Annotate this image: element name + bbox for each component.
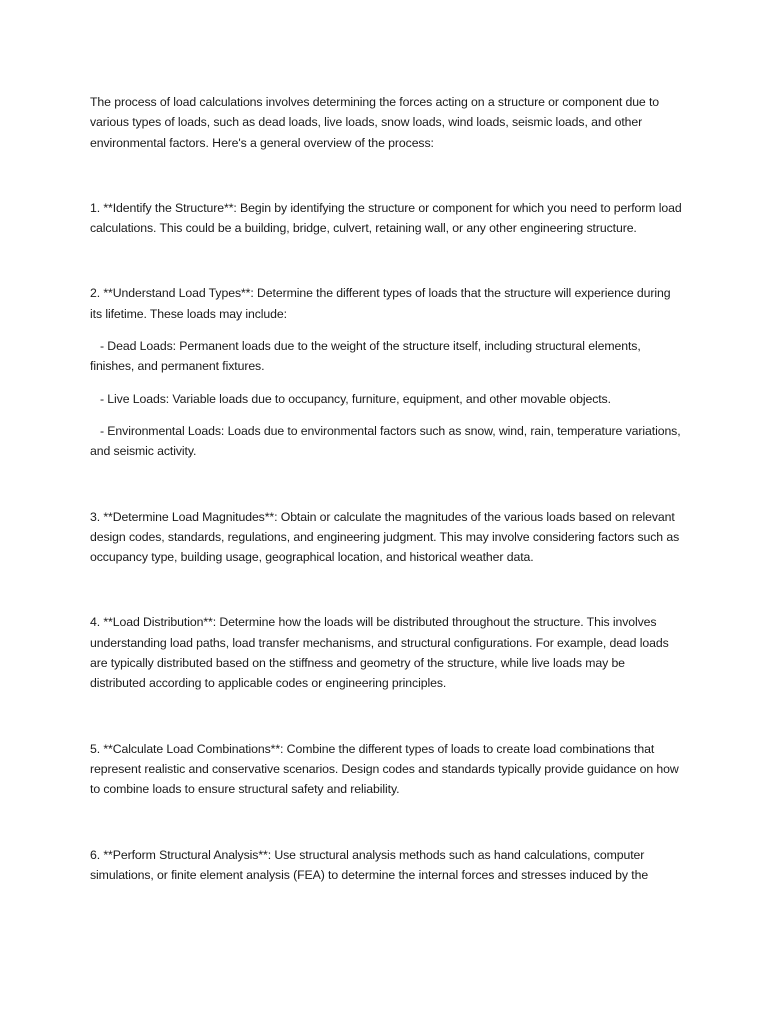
sub-item-dead-loads-text: - Dead Loads: Permanent loads due to the weight of the structure itself, including structural elements, finishes, and permanent fixtures. (90, 339, 641, 374)
step-perform-structural-analysis: 6. **Perform Structural Analysis**: Use structural analysis methods such as hand calculations, computer simulations, or finite element analysis (FEA) to determine the internal forces and stresses induced by the (90, 847, 649, 882)
step-determine-load-magnitudes: 3. **Determine Load Magnitudes**: Obtain or calculate the magnitudes of the various loads based on relevant design codes, standards, regulations, and engineering judgment. This may involve considering factors such as occupancy type, building usage, geographical location, and historical weather data. (90, 509, 680, 565)
sub-item-environmental-loads-text: - Environmental Loads: Loads due to environmental factors such as snow, wind, rain, temperature variations, and seismic activity. (90, 423, 681, 459)
step-load-distribution: 4. **Load Distribution**: Determine how the loads will be distributed throughout the structure. This involves understanding load paths, load transfer mechanisms, and structural configurations. For example, dead loads are typically distributed based on the stiffness and geometry of the structure, while live loads may be distributed according to applicable codes or engineering principles. (90, 615, 669, 691)
sub-item-dead-loads (90, 336, 682, 377)
document-page (90, 92, 682, 885)
step-identify-structure: 1. **Identify the Structure**: Begin by identifying the structure or component for which you need to perform load calculations. This could be a building, bridge, culvert, retaining wall, or any other engineering structure. (90, 200, 682, 236)
step-understand-load-types: 2. **Understand Load Types**: Determine the different types of loads that the structure will experience during its lifetime. These loads may include: (90, 286, 671, 321)
step-calculate-load-combinations: 5. **Calculate Load Combinations**: Combine the different types of loads to create load combinations that represent realistic and conservative scenarios. Design codes and standards typically provide guidance on how to combine loads to ensure structural safety and reliability. (90, 741, 679, 797)
sub-item-live-loads (90, 389, 682, 409)
sub-item-live-loads-text: - Live Loads: Variable loads due to occupancy, furniture, equipment, and other movable objects. (100, 391, 611, 406)
intro-paragraph: The process of load calculations involves determining the forces acting on a structure or component due to various types of loads, such as dead loads, live loads, snow loads, wind loads, seismic loads, and other environmental factors. Here's a general overview of the process: (90, 95, 660, 150)
sub-item-environmental-loads (90, 421, 682, 462)
